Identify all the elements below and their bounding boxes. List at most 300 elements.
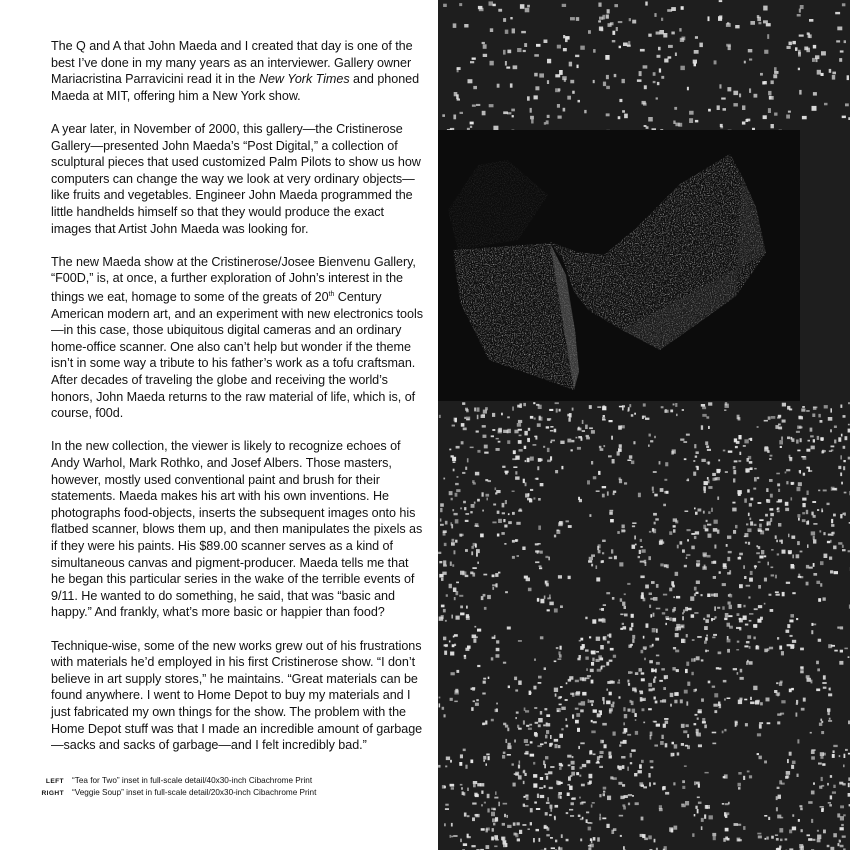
pixel-dot xyxy=(829,69,832,73)
pixel-dot xyxy=(831,446,835,448)
pixel-dot xyxy=(649,660,653,663)
pixel-dot xyxy=(631,614,634,618)
pixel-dot xyxy=(760,73,763,76)
pixel-dot xyxy=(770,518,772,522)
pixel-dot xyxy=(758,605,762,608)
pixel-dot xyxy=(544,708,547,710)
pixel-dot xyxy=(796,554,800,558)
pixel-dot xyxy=(701,404,705,407)
pixel-dot xyxy=(671,828,674,832)
pixel-dot xyxy=(536,829,540,831)
pixel-dot xyxy=(798,68,800,71)
pixel-dot xyxy=(800,667,803,669)
pixel-dot xyxy=(550,766,554,768)
pixel-dot xyxy=(698,709,702,713)
pixel-dot xyxy=(535,543,539,545)
pixel-dot xyxy=(576,437,578,439)
pixel-dot xyxy=(609,692,612,696)
pixel-dot xyxy=(768,817,770,820)
pixel-dot xyxy=(705,528,709,531)
pixel-dot xyxy=(480,783,484,786)
pixel-dot xyxy=(544,122,546,125)
pixel-dot xyxy=(513,450,516,454)
pixel-dot xyxy=(799,90,801,95)
pixel-dot xyxy=(560,646,562,650)
pixel-dot xyxy=(598,550,601,554)
pixel-dot xyxy=(555,88,560,92)
pixel-dot xyxy=(829,450,832,452)
pixel-dot xyxy=(780,446,782,448)
pixel-dot xyxy=(651,668,654,672)
pixel-dot xyxy=(811,791,815,795)
pixel-dot xyxy=(653,471,657,473)
pixel-dot xyxy=(817,509,819,511)
pixel-dot xyxy=(507,627,511,630)
pixel-dot xyxy=(578,815,581,817)
pixel-dot xyxy=(670,410,673,413)
pixel-dot xyxy=(476,549,480,553)
pixel-dot xyxy=(463,501,466,504)
pixel-dot xyxy=(724,618,727,620)
pixel-dot xyxy=(470,447,474,449)
pixel-dot xyxy=(661,18,663,21)
pixel-dot xyxy=(588,822,592,824)
pixel-dot xyxy=(620,835,622,837)
pixel-dot xyxy=(460,606,463,609)
pixel-dot xyxy=(627,734,631,736)
pixel-dot xyxy=(495,492,497,494)
pixel-dot xyxy=(811,630,813,634)
pixel-dot xyxy=(496,640,499,643)
pixel-dot xyxy=(685,511,689,513)
pixel-dot xyxy=(681,743,684,746)
pixel-dot xyxy=(457,476,459,478)
pixel-dot xyxy=(614,556,617,560)
pixel-dot xyxy=(591,703,593,706)
pixel-dot xyxy=(585,677,589,679)
pixel-dot xyxy=(829,804,832,806)
pixel-dot xyxy=(572,756,574,758)
pixel-dot xyxy=(725,613,729,617)
pixel-dot xyxy=(703,511,705,514)
pixel-dot xyxy=(534,418,536,420)
pixel-dot xyxy=(511,109,515,112)
pixel-dot xyxy=(561,834,563,838)
pixel-dot xyxy=(476,104,480,106)
pixel-dot xyxy=(639,71,642,76)
pixel-dot xyxy=(763,20,768,23)
pixel-dot xyxy=(630,700,632,703)
pixel-dot xyxy=(601,666,603,669)
pixel-dot xyxy=(792,814,794,817)
pixel-dot xyxy=(711,618,715,620)
pixel-dot xyxy=(813,536,815,540)
pixel-dot xyxy=(536,478,538,480)
pixel-dot xyxy=(600,751,604,754)
pixel-dot xyxy=(438,552,441,554)
pixel-dot xyxy=(766,488,768,492)
pixel-dot xyxy=(653,513,657,516)
pixel-dot xyxy=(665,609,668,611)
pixel-dot xyxy=(512,491,515,493)
pixel-dot xyxy=(768,108,771,113)
pixel-dot xyxy=(683,441,687,443)
pixel-dot xyxy=(441,615,444,619)
pixel-dot xyxy=(669,531,672,535)
pixel-dot xyxy=(544,742,547,744)
pixel-dot xyxy=(778,499,782,502)
pixel-dot xyxy=(808,801,812,804)
pixel-dot xyxy=(456,616,460,620)
pixel-dot xyxy=(744,498,747,502)
pixel-dot xyxy=(490,61,494,66)
pixel-dot xyxy=(586,437,590,440)
pixel-dot xyxy=(671,7,676,11)
pixel-dot xyxy=(472,689,475,691)
pixel-dot xyxy=(461,423,465,427)
pixel-dot xyxy=(450,652,454,656)
pixel-dot xyxy=(540,777,543,780)
pixel-dot xyxy=(799,470,801,474)
pixel-dot xyxy=(745,533,749,537)
pixel-dot xyxy=(459,534,463,536)
pixel-dot xyxy=(588,827,592,831)
pixel-dot xyxy=(759,556,763,559)
pixel-dot xyxy=(756,646,760,650)
pixel-dot xyxy=(722,583,726,586)
pixel-dot xyxy=(727,87,731,91)
pixel-dot xyxy=(771,416,776,419)
pixel-dot xyxy=(819,723,822,726)
pixel-dot xyxy=(586,435,589,437)
pixel-dot xyxy=(603,791,605,793)
pixel-dot xyxy=(727,572,730,575)
pixel-dot xyxy=(575,720,579,724)
pixel-dot xyxy=(561,728,563,730)
pixel-dot xyxy=(756,545,758,547)
pixel-dot xyxy=(749,620,752,622)
pixel-dot xyxy=(707,614,710,617)
pixel-dot xyxy=(673,782,675,785)
pixel-dot xyxy=(749,59,752,61)
pixel-dot xyxy=(695,806,697,809)
pixel-dot xyxy=(789,457,792,460)
pixel-dot xyxy=(550,735,552,739)
pixel-dot xyxy=(629,455,632,459)
pixel-dot xyxy=(611,436,613,440)
pixel-dot xyxy=(619,46,621,49)
pixel-dot xyxy=(602,818,606,820)
pixel-dot xyxy=(603,793,605,796)
pixel-dot xyxy=(777,693,779,696)
pixel-dot xyxy=(750,498,753,501)
pixel-dot xyxy=(527,458,530,462)
pixel-dot xyxy=(786,481,788,484)
pixel-dot xyxy=(613,655,616,658)
pixel-dot xyxy=(748,542,750,545)
pixel-dot xyxy=(695,512,698,515)
pixel-dot xyxy=(844,492,847,494)
pixel-dot xyxy=(829,557,832,560)
pixel-dot xyxy=(738,604,742,608)
pixel-dot xyxy=(644,85,647,89)
pixel-dot xyxy=(632,688,636,692)
pixel-dot xyxy=(729,605,732,609)
pixel-dot xyxy=(744,576,746,579)
pixel-dot xyxy=(672,609,675,613)
pixel-dot xyxy=(476,553,478,557)
pixel-dot xyxy=(713,561,716,564)
pixel-dot xyxy=(587,675,591,677)
pixel-dot xyxy=(749,775,752,778)
pixel-dot xyxy=(844,754,846,758)
pixel-dot xyxy=(738,700,742,705)
pixel-dot xyxy=(693,689,696,692)
pixel-dot xyxy=(654,677,656,679)
pixel-dot xyxy=(474,408,476,412)
pixel-dot xyxy=(510,17,512,19)
pixel-dot xyxy=(482,42,485,44)
pixel-dot xyxy=(588,845,591,847)
pixel-dot xyxy=(492,429,495,431)
pixel-dot xyxy=(746,641,750,643)
pixel-dot xyxy=(777,713,781,715)
pixel-dot xyxy=(735,446,738,448)
pixel-dot xyxy=(725,814,728,818)
pixel-dot xyxy=(463,749,466,752)
pixel-dot xyxy=(476,636,478,638)
pixel-dot xyxy=(769,594,772,596)
pixel-dot xyxy=(690,596,694,601)
pixel-dot xyxy=(757,753,759,755)
pixel-dot xyxy=(808,440,811,442)
pixel-dot xyxy=(561,707,566,710)
pixel-dot xyxy=(519,449,523,452)
pixel-dot xyxy=(696,729,699,733)
pixel-dot xyxy=(517,48,521,52)
pixel-dot xyxy=(528,828,530,830)
pixel-dot xyxy=(518,728,522,730)
pixel-dot xyxy=(733,470,736,474)
pixel-dot xyxy=(439,703,441,707)
pixel-dot xyxy=(523,720,525,724)
pixel-dot xyxy=(827,541,830,543)
pixel-dot xyxy=(693,60,697,64)
pixel-dot xyxy=(813,515,816,518)
pixel-dot xyxy=(581,784,585,787)
pixel-dot xyxy=(738,417,741,420)
pixel-dot xyxy=(622,405,625,407)
pixel-dot xyxy=(599,446,602,448)
pixel-dot xyxy=(503,519,505,522)
pixel-dot xyxy=(654,494,657,497)
pixel-dot xyxy=(547,448,550,452)
pixel-dot xyxy=(840,50,844,52)
pixel-dot xyxy=(486,498,488,501)
pixel-dot xyxy=(786,582,790,584)
pixel-dot xyxy=(704,641,707,644)
pixel-dot xyxy=(488,480,492,482)
pixel-dot xyxy=(450,760,452,763)
pixel-dot xyxy=(519,830,522,834)
pixel-dot xyxy=(712,833,716,836)
pixel-dot xyxy=(551,847,555,849)
pixel-dot xyxy=(799,35,804,37)
pixel-dot xyxy=(840,405,842,408)
pixel-dot xyxy=(820,752,824,756)
pixel-dot xyxy=(591,680,594,684)
pixel-dot xyxy=(660,488,664,492)
pixel-dot xyxy=(704,725,707,729)
pixel-dot xyxy=(635,719,637,721)
pixel-dot xyxy=(502,755,505,759)
pixel-dot xyxy=(705,619,709,623)
pixel-dot xyxy=(774,113,777,116)
pixel-dot xyxy=(516,522,520,525)
pixel-dot xyxy=(597,837,600,841)
pixel-dot xyxy=(654,13,656,17)
pixel-dot xyxy=(610,776,613,779)
pixel-dot xyxy=(585,617,587,620)
pixel-dot xyxy=(788,534,790,538)
pixel-dot xyxy=(645,2,647,6)
pixel-dot xyxy=(798,482,802,486)
pixel-dot xyxy=(712,473,716,476)
pixel-dot xyxy=(656,655,659,657)
pixel-dot xyxy=(747,635,751,639)
pixel-dot xyxy=(639,550,641,554)
pixel-dot xyxy=(753,624,757,628)
pixel-dot xyxy=(750,467,753,470)
pixel-dot xyxy=(444,644,448,646)
pixel-dot xyxy=(777,721,780,724)
pixel-dot xyxy=(676,692,678,694)
pixel-dot xyxy=(585,657,588,660)
pixel-dot xyxy=(748,513,750,516)
pixel-dot xyxy=(756,552,760,554)
pixel-dot xyxy=(453,115,456,120)
pixel-dot xyxy=(483,756,486,760)
caption-left xyxy=(34,775,434,787)
pixel-dot xyxy=(593,837,596,841)
pixel-dot xyxy=(646,623,649,627)
pixel-dot xyxy=(645,418,649,420)
pixel-dot xyxy=(493,504,496,506)
pixel-dot xyxy=(599,766,603,768)
pixel-dot xyxy=(744,61,746,64)
pixel-dot xyxy=(686,480,689,482)
pixel-dot xyxy=(665,743,668,747)
pixel-dot xyxy=(622,79,625,83)
pixel-dot xyxy=(749,646,751,649)
pixel-dot xyxy=(623,626,627,629)
pixel-dot xyxy=(719,704,722,708)
pixel-dot xyxy=(765,528,769,530)
pixel-dot xyxy=(606,662,609,666)
pixel-dot xyxy=(829,718,831,720)
pixel-dot xyxy=(474,626,476,628)
pixel-dot xyxy=(797,14,801,17)
pixel-dot xyxy=(695,456,697,458)
pixel-dot xyxy=(701,594,703,596)
paragraph-4: In the new collection, the viewer is likely to recognize echoes of Andy Warhol, Mark Rothko, and Josef Albers. Those masters, however, mostly used conventional paint and brush for their statements. Maeda makes his art with his own inventions. He photographs food-objects, inserts the subsequent images onto his flatbed scanner, blows them up, and then manipulates the pixels as if they were his paints. His $89.00 scanner serves as a kind of simultaneous canvas and pigment-producer. Maeda tells me that he began this particular series in the wake of the terrible events of 9/11. He wanted to do something, he said, that was “basic and happy.” And frankly, what’s more basic or happier than food? xyxy=(51,439,423,620)
pixel-dot xyxy=(806,467,809,469)
pixel-dot xyxy=(571,772,575,776)
pixel-dot xyxy=(622,765,625,769)
pixel-dot xyxy=(811,680,813,684)
pixel-dot xyxy=(628,683,630,686)
pixel-dot xyxy=(652,644,654,647)
pixel-dot xyxy=(533,762,535,765)
pixel-dot xyxy=(656,32,660,35)
pixel-dot xyxy=(618,426,622,430)
pixel-dot xyxy=(538,724,541,727)
pixel-dot xyxy=(607,641,610,644)
pixel-dot xyxy=(611,704,614,708)
pixel-dot xyxy=(504,525,507,528)
pixel-dot xyxy=(632,635,635,639)
caption-right-tag: RIGHT xyxy=(41,790,64,797)
pixel-dot xyxy=(744,699,747,701)
pixel-dot xyxy=(659,461,661,464)
pixel-dot xyxy=(445,766,447,768)
pixel-dot xyxy=(694,781,696,785)
pixel-dot xyxy=(686,662,689,666)
pixel-dot xyxy=(451,524,453,528)
pixel-dot xyxy=(820,719,822,722)
pixel-dot xyxy=(559,70,563,75)
pixel-dot xyxy=(791,765,794,769)
pixel-dot xyxy=(449,641,451,643)
pixel-dot xyxy=(483,44,487,49)
pixel-dot xyxy=(570,815,574,817)
pixel-dot xyxy=(656,662,660,665)
pixel-dot xyxy=(750,697,752,700)
pixel-dot xyxy=(671,581,674,586)
pixel-dot xyxy=(776,594,780,596)
pixel-dot xyxy=(748,596,750,598)
pixel-dot xyxy=(664,675,668,679)
pixel-dot xyxy=(737,613,740,616)
pixel-dot xyxy=(727,636,729,639)
pixel-dot xyxy=(778,523,781,527)
pixel-dot xyxy=(766,837,768,840)
pixel-dot xyxy=(757,17,761,21)
pixel-dot xyxy=(464,507,466,510)
pixel-dot xyxy=(610,519,614,522)
pixel-dot xyxy=(534,95,538,99)
pixel-dot xyxy=(533,444,537,446)
pixel-dot xyxy=(547,609,550,611)
pixel-dot xyxy=(664,410,668,413)
pixel-dot xyxy=(487,808,489,812)
pixel-dot xyxy=(737,838,741,842)
pixel-dot xyxy=(799,9,801,13)
pixel-dot xyxy=(832,532,835,535)
pixel-dot xyxy=(477,665,480,667)
pixel-dot xyxy=(619,444,622,448)
pixel-dot xyxy=(840,805,844,808)
pixel-dot xyxy=(586,668,588,671)
pixel-dot xyxy=(699,43,703,48)
pixel-dot xyxy=(694,50,699,54)
pixel-dot xyxy=(596,659,600,662)
pixel-dot xyxy=(567,755,571,758)
pixel-dot xyxy=(771,836,774,839)
pixel-dot xyxy=(464,813,467,817)
pixel-dot xyxy=(655,669,657,673)
pixel-dot xyxy=(645,585,649,589)
